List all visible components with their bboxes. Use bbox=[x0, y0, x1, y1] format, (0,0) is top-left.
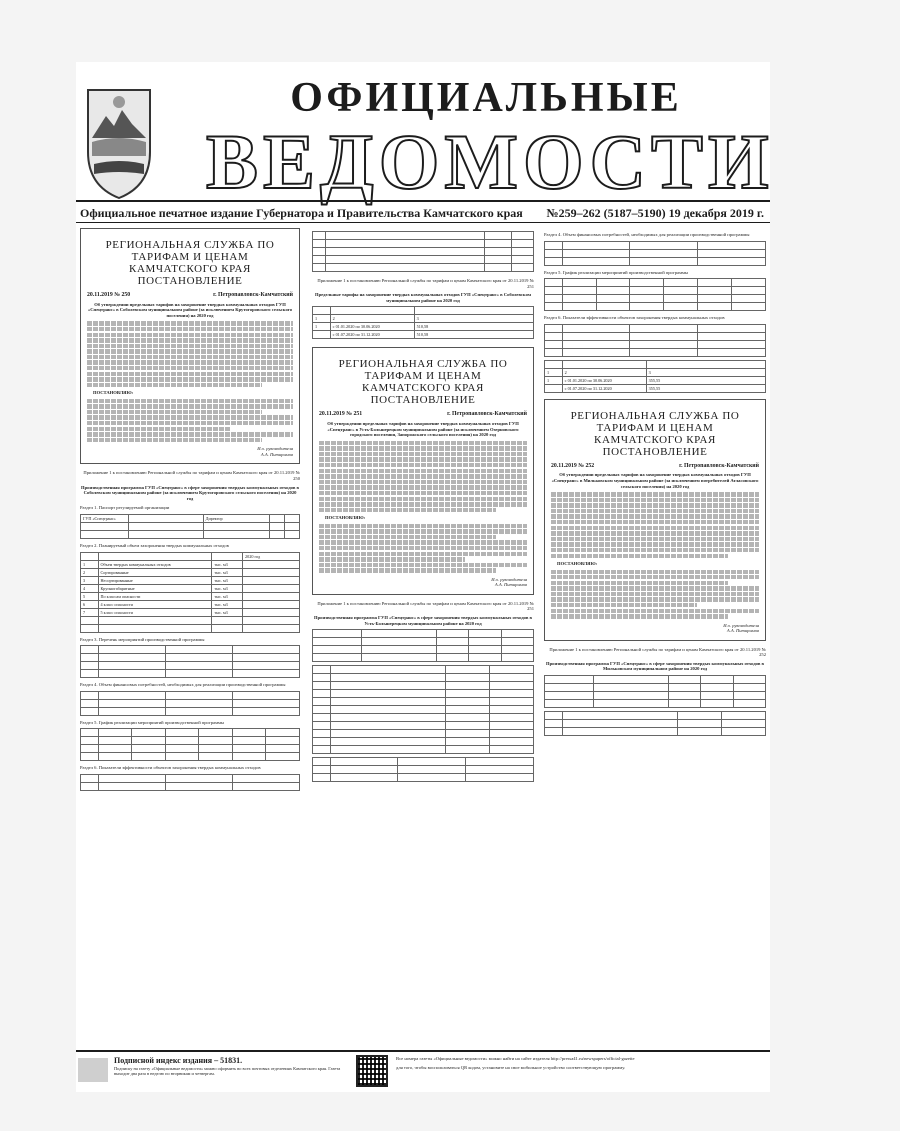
subscription-index: Подписной индекс издания – 51831. bbox=[114, 1056, 243, 1065]
column-left bbox=[80, 228, 300, 794]
section-heading: Раздел 6. Показатели эффективности объектов захоронения твердых коммунальных отходов bbox=[544, 315, 725, 321]
efficiency-table bbox=[80, 774, 300, 791]
finance-table bbox=[544, 241, 766, 266]
program-title: Производственная программа ГУП «Спецтранс» в сфере захоронения твердых коммунальных отходов в Усть-Большерецком муниципальном районе на 2020 год bbox=[314, 615, 532, 626]
signature-role: И.о. руководителя bbox=[257, 446, 293, 452]
decree-heading: РЕГИОНАЛЬНАЯ СЛУЖБА ПО ТАРИФАМ И ЦЕНАМ КАМЧАТСКОГО КРАЯ ПОСТАНОВЛЕНИЕ bbox=[570, 409, 740, 458]
signature-name: А.А. Питиримов bbox=[260, 451, 293, 457]
waste-volume-table: 2020 год 1 Объем твердых коммунальных отходов тыс. м3 2 Сортированные тыс. м3 3 Несортированные тыс. м3 4 Крупногабаритные тыс. м3 5 По классам опасности тыс. м3 6 4 класс опасности тыс. м3 7 5 класс опасности тыс. м3 bbox=[80, 552, 300, 633]
qr-code-icon[interactable] bbox=[356, 1055, 388, 1087]
tariff-title: Предельные тарифы на захоронение твердых коммунальных отходов ГУП «Спецтранс» в Соболевском муниципальном районе на 2020 год bbox=[315, 292, 531, 303]
signature-name: А.А. Питиримов bbox=[726, 628, 759, 634]
org-passport-table: ГУП «Спецтранс» Директор bbox=[80, 514, 300, 539]
decree-heading: РЕГИОНАЛЬНАЯ СЛУЖБА ПО ТАРИФАМ И ЦЕНАМ КАМЧАТСКОГО КРАЯ ПОСТАНОВЛЕНИЕ bbox=[105, 239, 275, 287]
resolve-label: ПОСТАНОВЛЯЮ: bbox=[557, 560, 598, 566]
continued-table bbox=[312, 231, 534, 272]
masthead-title-top: ОФИЦИАЛЬНЫЕ bbox=[290, 75, 682, 121]
decree-251 bbox=[312, 347, 534, 595]
decree-title: Об утверждении предельных тарифов на захоронение твердых коммунальных отходов ГУП «Спецтранс» в Усть-Большерецком муниципальном районе (за исключением Озерновского городского поселения, Запорожского сельского поселения) на 2020 год bbox=[327, 420, 519, 438]
section-heading: Раздел 4. Объем финансовых потребностей, необходимых для реализации производственной программы bbox=[544, 232, 750, 237]
program-title: Производственная программа ГУП «Спецтранс» в сфере захоронения твердых коммунальных отходов в Соболевском муниципальном районе (за исключением Крутогоровского сельского поселения) на 2020 год bbox=[81, 484, 299, 501]
coat-of-arms-icon bbox=[84, 82, 154, 202]
appendix-note: Приложение 1 к постановлению Региональной службы по тарифам и ценам Камчатского края от 20.11.2019 № 250 bbox=[83, 470, 300, 481]
schedule-table bbox=[80, 728, 300, 761]
website-link[interactable]: Все номера газеты «Официальные ведомости» можно найти на сайте издателя http://pressa41.ru/newspapers/official-gazette bbox=[396, 1056, 635, 1061]
resolve-label: ПОСТАНОВЛЯЮ: bbox=[325, 515, 366, 521]
decree-date: 20.11.2019 № 250 bbox=[87, 292, 131, 298]
divider bbox=[76, 222, 770, 223]
decree-dateline bbox=[87, 293, 293, 299]
website-note bbox=[396, 1056, 766, 1071]
issue-number: №259–262 (5187–5190) 19 декабря 2019 г. bbox=[546, 206, 764, 220]
efficiency-table bbox=[544, 324, 766, 357]
measures-table bbox=[80, 645, 300, 678]
appendix-note: Приложение 1 к постановлению Региональной службы по тарифам и ценам Камчатского края от 20.11.2019 № 252 bbox=[549, 646, 766, 658]
decree-date: 20.11.2019 № 252 bbox=[551, 462, 595, 469]
appendix-note: Приложение 1 к постановлению Региональной службы по тарифам и ценам Камчатского края от 20.11.2019 № 251 bbox=[317, 600, 534, 612]
decree-250 bbox=[80, 228, 300, 464]
decree-title: Об утверждении предельных тарифов на захоронение твердых коммунальных отходов ГУП «Спецтранс» в Мильковском муниципальном районе (за исключением потребителей Атласовского сельского поселения) на 2020 год bbox=[551, 472, 759, 489]
decree-place: г. Петропавловск-Камчатский bbox=[679, 462, 759, 469]
decree-252 bbox=[544, 399, 766, 641]
org-passport-table bbox=[544, 675, 766, 708]
waste-volume-table bbox=[312, 665, 534, 754]
divider bbox=[76, 200, 770, 202]
signature-role: И.о. руководителя bbox=[491, 576, 527, 582]
org-passport-table bbox=[312, 629, 534, 662]
publication-subtitle: Официальное печатное издание Губернатора и Правительства Камчатского края bbox=[80, 206, 523, 220]
column-right bbox=[544, 228, 766, 739]
decree-place: г. Петропавловск-Камчатский bbox=[447, 411, 527, 418]
resolve-label: ПОСТАНОВЛЯЮ: bbox=[93, 390, 134, 396]
decree-date: 20.11.2019 № 251 bbox=[319, 411, 363, 418]
decree-title: Об утверждении предельных тарифов на захоронение твердых коммунальных отходов ГУП «Спецтранс» в Соболевском муниципальном районе (за исключением Крутогоровского сельского поселения) на 2020 год bbox=[87, 301, 293, 318]
finance-table bbox=[80, 691, 300, 716]
section-heading: Раздел 2. Планируемый объем захоронения твердых коммунальных отходов bbox=[80, 542, 229, 548]
qr-hint: для того, чтобы воспользоваться QR кодом, установите на свое мобильное устройство соответствующую программу. bbox=[396, 1065, 626, 1071]
decree-dateline bbox=[551, 464, 759, 470]
tariff-table: 1 2 3 1 с 01.01.2020 по 30.06.2020 510,58 с 01.07.2020 по 31.12.2020 510,58 bbox=[312, 306, 534, 339]
section-heading: Раздел 5. График реализации мероприятий производственной программы bbox=[80, 719, 224, 725]
section-heading: Раздел 3. Перечень мероприятий производственной программы bbox=[80, 636, 205, 642]
decree-place: г. Петропавловск-Камчатский bbox=[213, 292, 293, 298]
measures-table bbox=[312, 757, 534, 782]
section-heading: Раздел 4. Объем финансовых потребностей, необходимых для реализации производственной программы bbox=[80, 682, 286, 688]
signature-role: И.о. руководителя bbox=[723, 622, 759, 628]
decree-dateline bbox=[319, 412, 527, 418]
program-title: Производственная программа ГУП «Спецтранс» в сфере захоронения твердых коммунальных отходов в Мильковском муниципальном районе на 2020 год bbox=[546, 660, 764, 672]
masthead-title-main: ВЕДОМОСТИ bbox=[206, 118, 774, 205]
appendix-note: Приложение 1 к постановлению Региональной службы по тарифам и ценам Камчатского края от 20.11.2019 № 251 bbox=[317, 278, 534, 289]
decree-heading: РЕГИОНАЛЬНАЯ СЛУЖБА ПО ТАРИФАМ И ЦЕНАМ КАМЧАТСКОГО КРАЯ ПОСТАНОВЛЕНИЕ bbox=[338, 358, 508, 407]
tariff-table: 1 2 3 1 с 01.01.2020 по 30.06.2020 355,55 с 01.07.2020 по 31.12.2020 355,55 bbox=[544, 360, 766, 393]
section-heading: Раздел 5. График реализации мероприятий производственной программы bbox=[544, 269, 688, 275]
section-heading: Раздел 6. Показатели эффективности объектов захоронения твердых коммунальных отходов bbox=[80, 765, 261, 771]
subscription-icon bbox=[78, 1058, 108, 1082]
subscription-note: Подписку на газету «Официальные ведомости» можно оформить во всех почтовых отделениях Камчатского края. Газета выходит два раза в неделю по вторникам и четвергам. bbox=[114, 1066, 341, 1076]
signature-name: А.А. Питиримов bbox=[494, 582, 527, 588]
newspaper-page bbox=[76, 62, 774, 1092]
section-heading: Раздел 1. Паспорт регулируемой организации bbox=[80, 505, 170, 511]
waste-volume-table bbox=[544, 711, 766, 736]
column-middle bbox=[312, 228, 534, 785]
footer bbox=[76, 1050, 770, 1090]
schedule-table bbox=[544, 278, 766, 311]
